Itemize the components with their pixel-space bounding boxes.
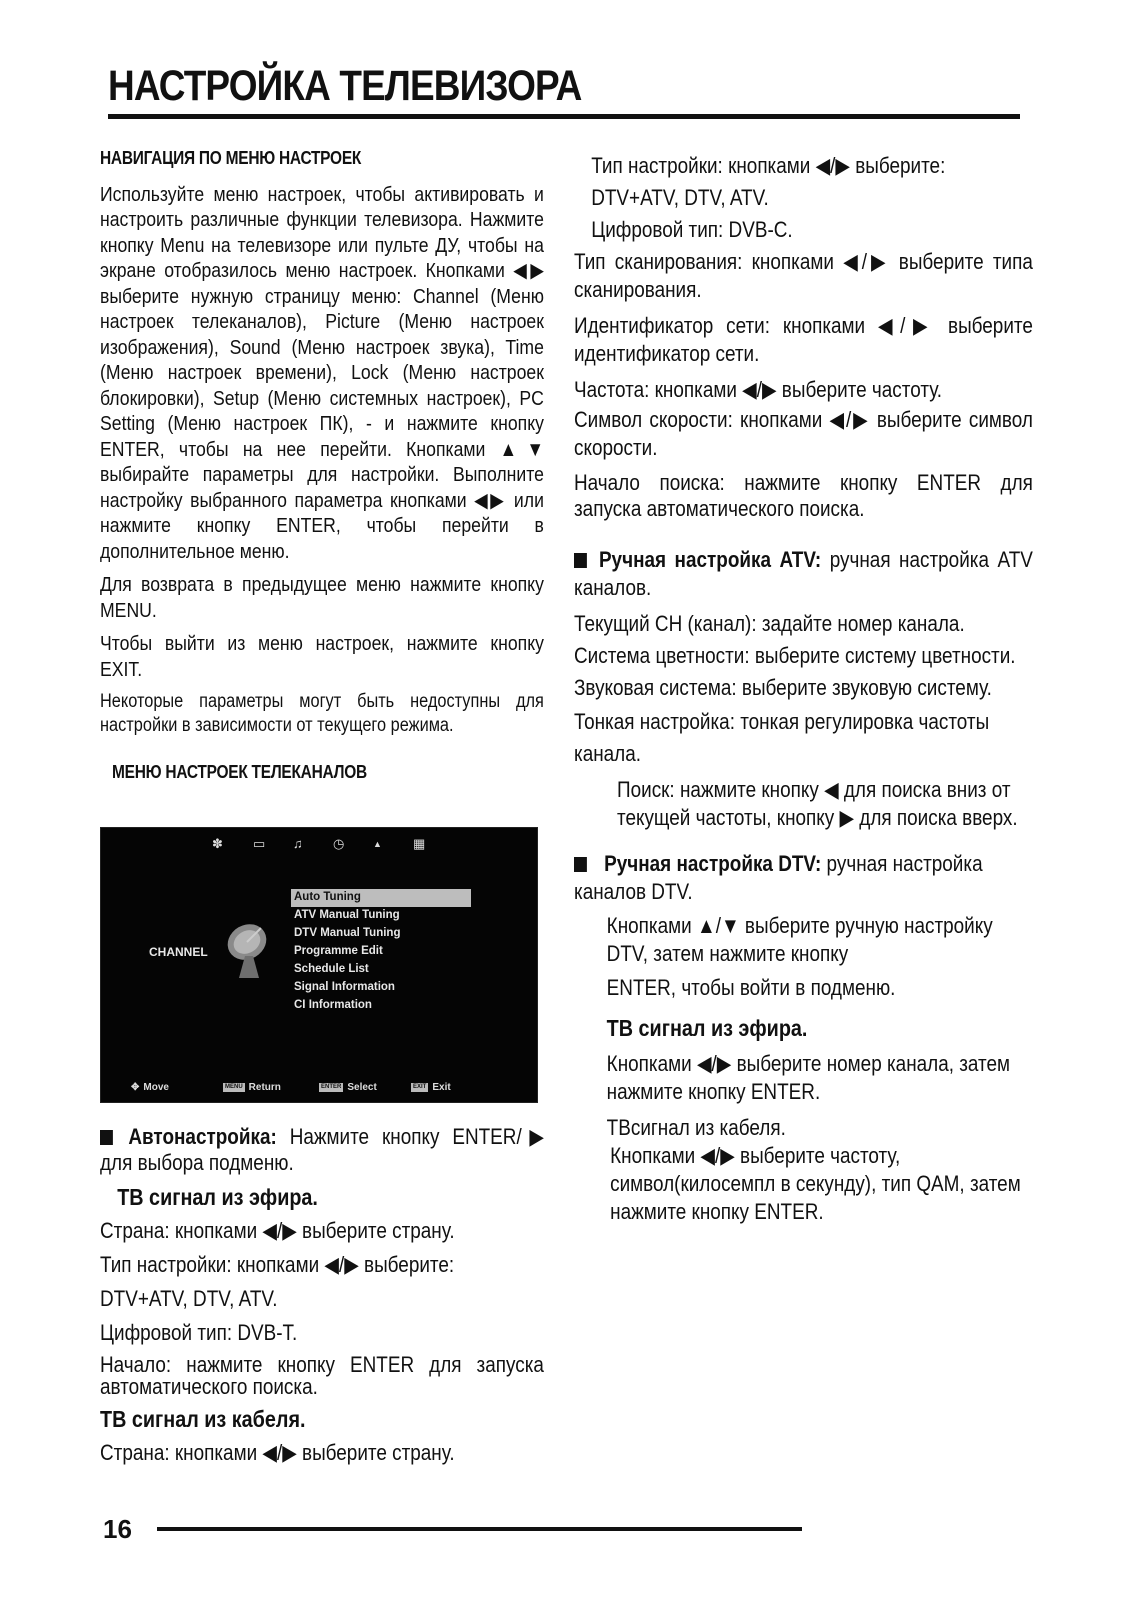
enter-key-icon: ENTER — [321, 1084, 342, 1090]
dtv-manual-label: Ручная настройка DTV: — [604, 851, 822, 876]
navigation-heading: НАВИГАЦИЯ ПО МЕНЮ НАСТРОЕК — [100, 148, 362, 168]
cable-digital-line: Цифровой тип: DVB-C. — [591, 217, 793, 242]
menu-item-ci-information[interactable]: CI Information — [294, 999, 372, 1011]
air-country-line: Страна: кнопками ◀/▶ выберите страну. — [100, 1218, 455, 1243]
dtv-enter-line: ENTER, чтобы войти в подменю. — [606, 975, 896, 1000]
air-signal-heading: ТВ сигнал из эфира. — [117, 1184, 318, 1210]
channel-menu-heading: МЕНЮ НАСТРОЕК ТЕЛЕКАНАЛОВ — [112, 762, 367, 782]
dtv-cable-heading: ТВсигнал из кабеля. — [606, 1115, 786, 1140]
air-digital-line: Цифровой тип: DVB-T. — [100, 1320, 298, 1345]
cable-signal-heading: ТВ сигнал из кабеля. — [100, 1406, 306, 1432]
dtv-air-text: Кнопками ◀/▶ выберите номер канала, затем нажмите кнопку ENTER. — [606, 1051, 1011, 1104]
auto-tuning-text: Нажмите кнопку ENTER/▶ для выбора подменю. — [100, 1124, 544, 1175]
select-hint-label: Select — [347, 1082, 377, 1093]
navigation-paragraph: Используйте меню настроек, чтобы активировать и настроить различные функции телевизора. Нажмите кнопку Menu на телевизоре или пульте ДУ, чтобы на экране отобразилось меню настроек. Кнопками ◀▶ выберите нужную страницу меню: Channel (Меню настроек телеканалов), Picture (Меню настроек изображения), Sound (Меню настроек звука), Time (Меню настроек времени), Lock (Меню настроек блокировки), Setup (Меню системных настроек), PC Setting (Меню настроек ПК), - и нажмите кнопку ENTER, чтобы на нее перейти. Кнопками ▲▼ выбирайте параметры для настройки. Выполните настройку выбранного параметра кнопками ◀▶ или нажмите кнопку ENTER, чтобы перейти в дополнительное меню. — [100, 182, 544, 563]
menu-item-signal-information[interactable]: Signal Information — [294, 981, 395, 993]
move-hint — [131, 1082, 169, 1093]
bullet-square-icon — [574, 857, 587, 872]
select-hint — [319, 1082, 377, 1093]
move-hint-label: Move — [143, 1082, 169, 1093]
atv-search-line: Поиск: нажмите кнопку ◀ для поиска вниз от текущей частоты, кнопку ▶ для поиска вверх. — [617, 777, 1018, 830]
grid-icon: ▦ — [413, 836, 426, 851]
menu-key-icon: MENU — [225, 1084, 243, 1090]
auto-tuning-paragraph — [100, 1124, 544, 1176]
dtv-air-heading: ТВ сигнал из эфира. — [606, 1015, 808, 1041]
atv-manual-text: ручная настройка ATV каналов. — [574, 547, 1033, 600]
exit-hint — [411, 1082, 451, 1093]
dtv-manual-text: ручная настройка каналов DTV. — [574, 851, 983, 904]
search-start-line: Начало поиска: нажмите кнопку ENTER для запуска автоматического поиска. — [574, 470, 1033, 521]
symbol-rate-line: Символ скорости: кнопками ◀/▶ выберите символ скорости. — [574, 407, 1033, 460]
move-icon: ✥ — [131, 1082, 140, 1093]
atv-sound-line: Звуковая система: выберите звуковую систему. — [574, 675, 992, 700]
dtv-cable-text: Кнопками ◀/▶ выберите частоту, символ(килосемпл в секунду), тип QAM, затем нажмите кнопку ENTER. — [610, 1143, 1021, 1224]
title-rule — [108, 114, 1020, 119]
cable-type-values: DTV+ATV, DTV, ATV. — [591, 185, 769, 210]
menu-item-list — [291, 889, 471, 1015]
left-column-bottom — [100, 1124, 545, 1474]
auto-tuning-label: Автонастройка: — [128, 1124, 277, 1149]
scan-type-line: Тип сканирования: кнопками ◀/▶ выберите типа сканирования. — [574, 249, 1033, 302]
cable-country-line: Страна: кнопками ◀/▶ выберите страну. — [100, 1440, 455, 1465]
menu-item-dtv-manual-tuning[interactable]: DTV Manual Tuning — [294, 927, 401, 939]
footer-rule — [157, 1527, 802, 1531]
atv-color-line: Система цветности: выберите систему цветности. — [574, 643, 1016, 668]
atv-manual-paragraph — [574, 546, 1033, 602]
bullet-square-icon — [100, 1130, 113, 1145]
return-hint — [223, 1082, 281, 1093]
cable-type-line: Тип настройки: кнопками ◀/▶ выберите: — [591, 153, 946, 178]
clock-icon: ◷ — [333, 836, 345, 851]
availability-note: Некоторые параметры могут быть недоступны для настройки в зависимости от текущего режима. — [100, 691, 544, 736]
page-number: 16 — [103, 1514, 132, 1544]
exit-key-icon: EXIT — [413, 1084, 427, 1090]
right-column — [574, 152, 1034, 1226]
monitor-icon: ▭ — [253, 836, 266, 851]
menu-item-auto-tuning[interactable]: Auto Tuning — [291, 889, 471, 907]
lock-icon: ▲ — [373, 839, 382, 849]
menu-hint-bar — [101, 1082, 537, 1096]
menu-item-schedule-list[interactable]: Schedule List — [294, 963, 369, 975]
satellite-dish-icon — [223, 920, 275, 980]
exit-hint-label: Exit — [432, 1082, 451, 1093]
music-icon: ♫ — [293, 836, 303, 851]
air-start-line: Начало: нажмите кнопку ENTER для запуска автоматического поиска. — [100, 1352, 544, 1399]
gear-icon: ✽ — [212, 836, 223, 851]
air-type-line: Тип настройки: кнопками ◀/▶ выберите: — [100, 1252, 455, 1277]
atv-channel-line: Текущий CH (канал): задайте номер канала. — [574, 611, 965, 636]
channel-menu-screenshot — [100, 827, 538, 1103]
dtv-manual-paragraph — [574, 850, 1033, 906]
frequency-line: Частота: кнопками ◀/▶ выберите частоту. — [574, 377, 943, 402]
air-type-values: DTV+ATV, DTV, ATV. — [100, 1286, 278, 1311]
menu-item-atv-manual-tuning[interactable]: ATV Manual Tuning — [294, 909, 400, 921]
atv-fine-line: Тонкая настройка: тонкая регулировка частоты канала. — [574, 709, 990, 766]
page-title: НАСТРОЙКА ТЕЛЕВИЗОРА — [108, 62, 582, 110]
network-id-line: Идентификатор сети: кнопками ◀/▶ выберите идентификатор сети. — [574, 313, 1033, 366]
return-hint-label: Return — [248, 1082, 281, 1093]
dtv-keys-line: Кнопками ▲/▼ выберите ручную настройку DTV, затем нажмите кнопку — [606, 913, 993, 966]
bullet-square-icon — [574, 553, 587, 568]
menu-section-label: CHANNEL — [149, 945, 208, 959]
menu-item-programme-edit[interactable]: Programme Edit — [294, 945, 383, 957]
menu-tab-bar — [101, 836, 537, 856]
left-column-top — [100, 146, 545, 796]
atv-manual-label: Ручная настройка ATV: — [598, 547, 822, 572]
return-paragraph: Для возврата в предыдущее меню нажмите кнопку MENU. — [100, 573, 544, 622]
exit-paragraph: Чтобы выйти из меню настроек, нажмите кнопку EXIT. — [100, 632, 544, 681]
